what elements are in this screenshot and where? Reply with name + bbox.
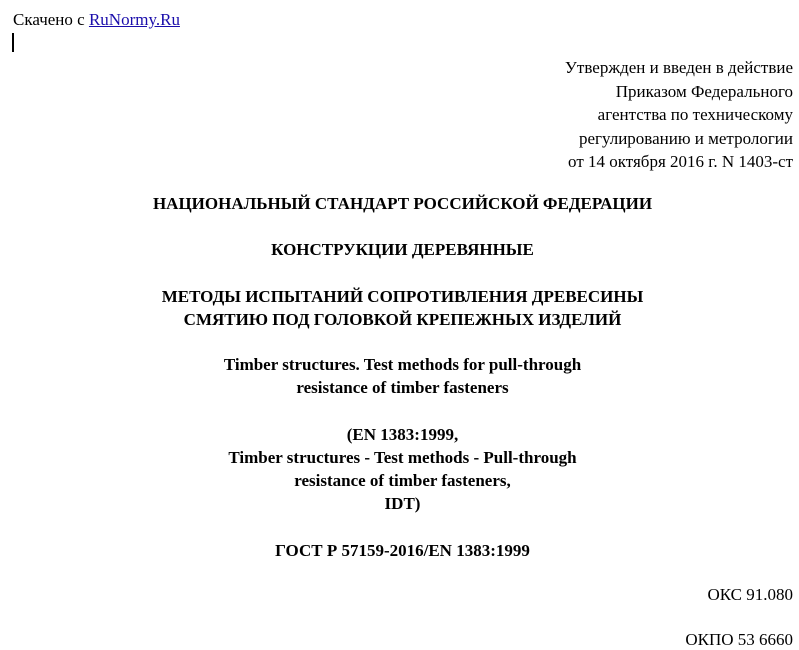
method-line: МЕТОДЫ ИСПЫТАНИЙ СОПРОТИВЛЕНИЯ ДРЕВЕСИНЫ [161,287,644,306]
approval-block [565,56,793,174]
gost-code-heading [0,539,799,562]
en-ref-line: Timber structures - Test methods - Pull-through [228,448,577,467]
text-cursor [12,33,14,52]
download-source-line [13,10,180,30]
en-ref-line: (EN 1383:1999, [346,425,459,444]
approval-line: агентства по техническому [597,105,793,124]
english-line: Timber structures. Test methods for pull-through [223,355,582,374]
method-title [0,285,799,331]
en-reference [0,423,799,515]
oks-code: ОКС 91.080 [707,585,793,604]
gost-code-text: ГОСТ Р 57159-2016/EN 1383:1999 [275,541,530,560]
method-line: СМЯТИЮ ПОД ГОЛОВКОЙ КРЕПЕЖНЫХ ИЗДЕЛИЙ [183,310,622,329]
approval-line: Утвержден и введен в действие [564,58,793,77]
okpo-code: ОКПО 53 6660 [685,630,793,649]
en-ref-line: IDT) [384,494,421,513]
english-title [0,353,799,399]
en-ref-line: resistance of timber fasteners, [294,471,511,490]
subject-heading [0,238,799,261]
approval-line: регулированию и метрологии [578,128,793,148]
runormy-link[interactable]: RuNormy.Ru [88,10,180,29]
download-prefix: Скачено с [13,10,85,29]
approval-line: от 14 октября 2016 г. N 1403-ст [568,152,793,171]
national-standard-text: НАЦИОНАЛЬНЫЙ СТАНДАРТ РОССИЙСКОЙ ФЕДЕРАЦИИ [152,194,653,213]
approval-line: Приказом Федерального [615,81,793,101]
subject-text: КОНСТРУКЦИИ ДЕРЕВЯННЫЕ [271,240,534,259]
national-standard-heading [0,192,799,215]
english-line: resistance of timber fasteners [296,378,509,397]
